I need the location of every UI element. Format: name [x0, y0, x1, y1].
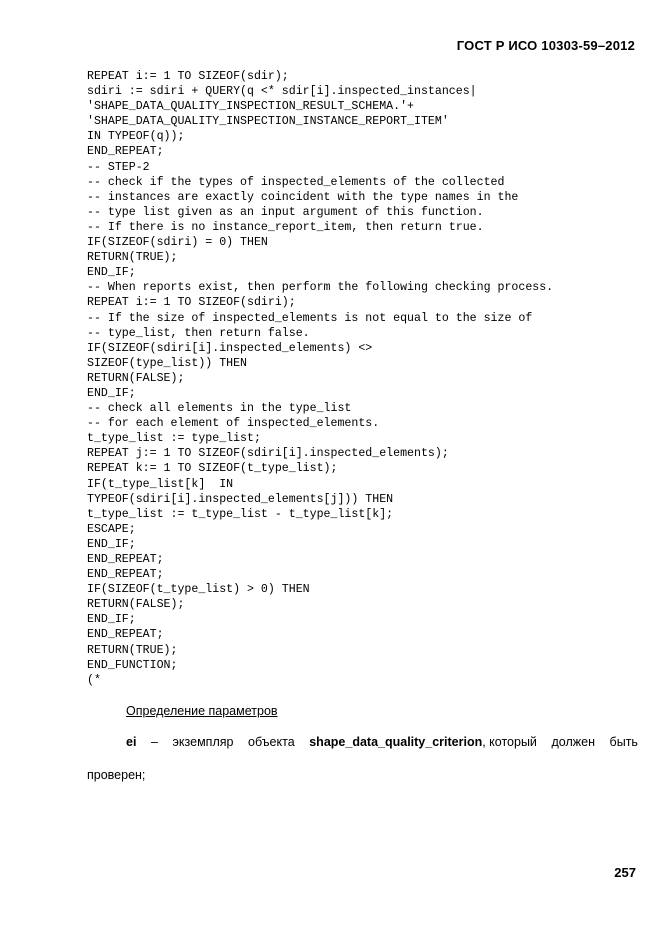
code-line: RETURN(FALSE);: [87, 598, 185, 612]
parameter-word: экземпляр: [172, 735, 234, 749]
code-line: END_IF;: [87, 386, 136, 400]
code-line: END_REPEAT;: [87, 553, 164, 566]
code-line: RETURN(TRUE);: [87, 643, 178, 657]
code-line: -- for each element of inspected_elements.: [87, 417, 380, 431]
code-line: -- check all elements in the type_list: [87, 402, 352, 416]
code-line: sdiri := sdiri + QUERY(q <* sdir[i].inspected_instances|: [87, 85, 477, 99]
code-line: RETURN(TRUE);: [87, 251, 178, 265]
code-line: REPEAT i:= 1 TO SIZEOF(sdir);: [87, 70, 289, 83]
code-line: ESCAPE;: [87, 522, 136, 536]
code-line: -- STEP-2: [87, 160, 150, 174]
parameter-word: объекта: [248, 735, 295, 749]
parameter-term: ei: [126, 735, 137, 749]
code-line: -- type list given as an input argument of this function.: [87, 205, 484, 219]
code-line: END_IF;: [87, 266, 136, 280]
parameter-word: должен: [551, 735, 595, 749]
code-line: END_REPEAT;: [87, 568, 164, 582]
code-line: -- type_list, then return false.: [87, 326, 310, 340]
parameter-word: , который: [482, 735, 537, 749]
code-line: 'SHAPE_DATA_QUALITY_INSPECTION_RESULT_SCHEMA.'+: [87, 100, 414, 114]
code-line: -- check if the types of inspected_elements of the collected: [87, 175, 505, 189]
code-line: IF(SIZEOF(sdiri[i].inspected_elements) <>: [87, 341, 373, 355]
code-line: 'SHAPE_DATA_QUALITY_INSPECTION_INSTANCE_REPORT_ITEM': [87, 115, 449, 129]
parameter-dash: –: [151, 735, 158, 749]
code-line: IN TYPEOF(q));: [87, 130, 185, 144]
standard-header: ГОСТ Р ИСО 10303-59–2012: [456, 38, 635, 53]
code-line: END_REPEAT;: [87, 628, 164, 642]
code-line: t_type_list := t_type_list - t_type_list[k];: [87, 507, 394, 521]
parameter-word: быть: [609, 735, 638, 749]
page-number: 257: [614, 865, 636, 880]
code-line: END_REPEAT;: [87, 145, 164, 159]
code-line: REPEAT k:= 1 TO SIZEOF(t_type_list);: [87, 462, 338, 476]
code-line: REPEAT j:= 1 TO SIZEOF(sdiri[i].inspected_elements);: [87, 447, 449, 461]
code-line: -- If there is no instance_report_item, then return true.: [87, 220, 484, 234]
code-line: t_type_list := type_list;: [87, 432, 261, 446]
parameter-definition-continuation: проверен;: [87, 768, 146, 782]
code-line: TYPEOF(sdiri[i].inspected_elements[j])) THEN: [87, 492, 394, 506]
code-line: RETURN(FALSE);: [87, 371, 185, 385]
code-line: IF(t_type_list[k] IN: [87, 477, 234, 491]
code-line: REPEAT i:= 1 TO SIZEOF(sdiri);: [87, 296, 296, 310]
code-line: (*: [87, 673, 101, 687]
code-line: -- When reports exist, then perform the following checking process.: [87, 281, 554, 295]
code-line: END_IF;: [87, 537, 136, 551]
express-code-listing: [87, 69, 553, 688]
code-line: -- If the size of inspected_elements is not equal to the size of: [87, 311, 533, 325]
code-line: IF(SIZEOF(t_type_list) > 0) THEN: [87, 583, 310, 597]
code-line: END_IF;: [87, 613, 136, 627]
code-line: -- instances are exactly coincident with the type names in the: [87, 190, 519, 204]
code-line: IF(SIZEOF(sdiri) = 0) THEN: [87, 236, 268, 250]
code-line: END_FUNCTION;: [87, 658, 178, 672]
code-line: SIZEOF(type_list)) THEN: [87, 356, 248, 370]
parameter-definition: [126, 735, 638, 749]
parameters-heading: Определение параметров: [126, 704, 278, 718]
parameter-entity: shape_data_quality_criterion: [309, 735, 483, 749]
